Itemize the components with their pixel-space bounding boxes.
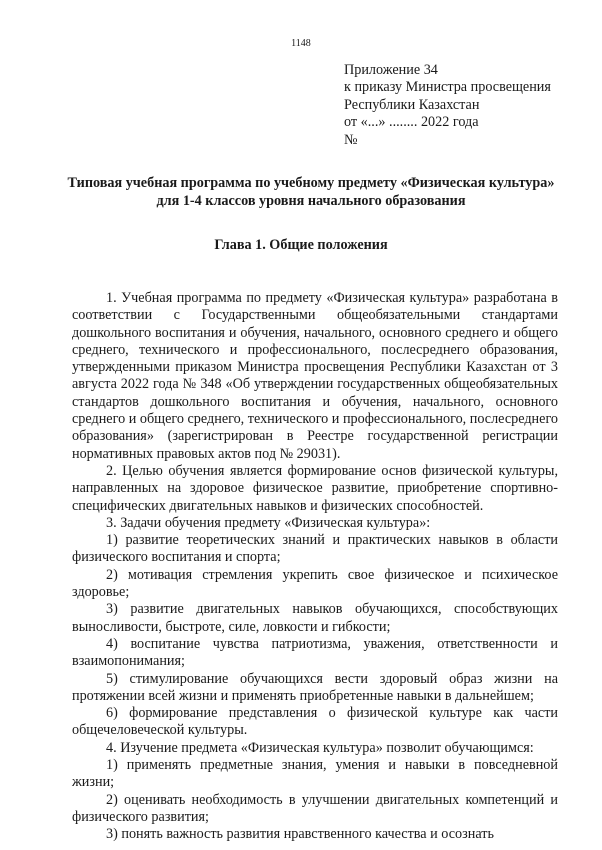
paragraph: 1. Учебная программа по предмету «Физическая культура» разработана в соответствии с Государственными общеобязательными стандартами дошкольного воспитания и обучения, начального, основного среднего и общего среднего, технического и профессионального, послесреднего образования, утвержденными приказом Министра просвещения Республики Казахстан от 3 августа 2022 года № 348 «Об утверждении государственных общеобязательных стандартов дошкольного воспитания и обучения, начального, основного среднего и общего среднего, технического и профессионального, послесреднего образования» (зарегистрирован в Реестре государственной регистрации нормативных правовых актов под № 29031). (72, 290, 558, 462)
list-item: 2) оценивать необходимость в улучшении двигательных компетенций и физического развития; (72, 791, 558, 825)
appendix-line: к приказу Министра просвещения (344, 79, 551, 96)
list-item: 6) формирование представления о физической культуре как части общечеловеческой культуры. (72, 705, 558, 739)
appendix-line: № (344, 131, 358, 148)
paragraph: 4. Изучение предмета «Физическая культура» позволит обучающимся: (106, 739, 534, 756)
list-item: 5) стимулирование обучающихся вести здоровый образ жизни на протяжении всей жизни и применять приобретенные навыки в дальнейшем; (72, 670, 558, 704)
document-title: Типовая учебная программа по учебному предмету «Физическая культура» для 1-4 классов уровня начального образования (67, 175, 555, 209)
list-item: 2) мотивация стремления укрепить свое физическое и психическое здоровье; (72, 566, 558, 601)
appendix-reference (344, 62, 551, 149)
list-item: 4) воспитание чувства патриотизма, уважения, ответственности и взаимопонимания; (72, 635, 558, 670)
appendix-line: Республики Казахстан (344, 96, 480, 113)
list-item: 1) применять предметные знания, умения и навыки в повседневной жизни; (72, 757, 558, 791)
list-item: 1) развитие теоретических знаний и практических навыков в области физического воспитания и спорта; (72, 532, 558, 566)
appendix-line: от «...» ........ 2022 года (344, 114, 479, 131)
paragraph: 3. Задачи обучения предмету «Физическая культура»: (106, 514, 431, 531)
appendix-line: Приложение 34 (344, 62, 438, 78)
paragraph: 2. Целью обучения является формирование основ физической культуры, направленных на здоровое физическое развитие, приобретение спортивно-специфических двигательных навыков и физических способностей. (72, 462, 558, 514)
chapter-heading: Глава 1. Общие положения (214, 237, 388, 253)
page-number: 1148 (291, 38, 311, 49)
list-item: 3) развитие двигательных навыков обучающихся, способствующих выносливости, быстроте, силе, ловкости и гибкости; (72, 601, 558, 635)
document-body (72, 290, 558, 844)
list-item: 3) понять важность развития нравственного качества и осознать (106, 826, 494, 843)
